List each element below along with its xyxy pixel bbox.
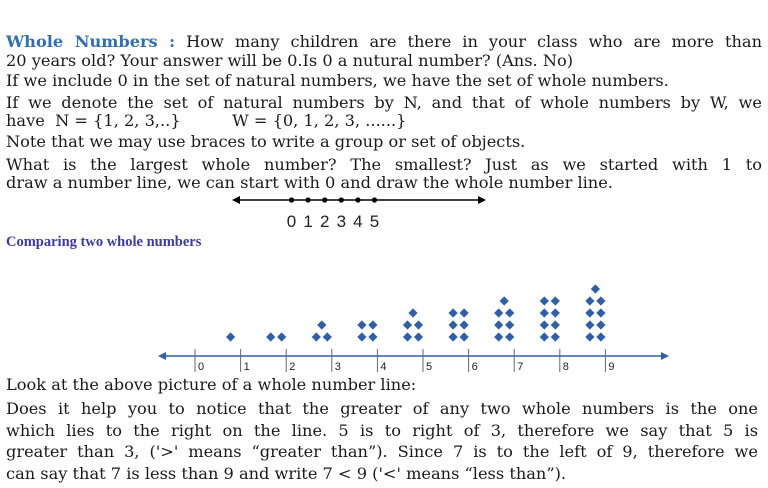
number-line-1-tick-label: 2 bbox=[319, 212, 330, 231]
dot-marker bbox=[551, 332, 560, 341]
number-line-2-tick-label: 3 bbox=[334, 361, 341, 373]
dot-marker bbox=[591, 284, 600, 293]
outro-line-3: greater than 3, ('>' means “greater than”). Since 7 is to the left of 9, therefore we bbox=[6, 442, 758, 461]
intro-line-5: Note that we may use braces to write a group or set of objects. bbox=[6, 132, 526, 151]
dot-marker bbox=[449, 320, 458, 329]
outro-line-1: Does it help you to notice that the greater of any two whole numbers is the one bbox=[6, 399, 758, 418]
dot-marker bbox=[414, 332, 423, 341]
dot-marker bbox=[596, 296, 605, 305]
dot-marker bbox=[505, 332, 514, 341]
dot-marker bbox=[266, 332, 275, 341]
number-line-2-tick-label: 1 bbox=[243, 361, 250, 373]
dot-marker bbox=[494, 308, 503, 317]
dot-marker bbox=[323, 332, 332, 341]
dot-marker bbox=[540, 308, 549, 317]
number-line-2-tick-label: 2 bbox=[289, 361, 296, 373]
dot-marker bbox=[460, 332, 469, 341]
intro-line-6: What is the largest whole number? The smallest? Just as we started with 1 to bbox=[6, 155, 762, 174]
number-line-2-tick-label: 4 bbox=[380, 361, 387, 373]
intro-line-2: If we include 0 in the set of natural numbers, we have the set of whole numbers. bbox=[6, 71, 669, 90]
number-line-2-tick-label: 6 bbox=[471, 361, 478, 373]
dot-marker bbox=[505, 320, 514, 329]
number-line-2-tick-label: 5 bbox=[426, 361, 433, 373]
intro-line-3: If we denote the set of natural numbers by N, and that of whole numbers by W, we bbox=[6, 93, 762, 112]
number-line-2-tick-label: 7 bbox=[517, 361, 524, 373]
outro-line-0: Look at the above picture of a whole number line: bbox=[6, 375, 417, 394]
dot-marker bbox=[585, 296, 594, 305]
number-line-1-tick-label: 3 bbox=[336, 212, 347, 231]
number-line-1-tick-label: 0 bbox=[286, 212, 297, 231]
number-line-2-tick-label: 8 bbox=[562, 361, 569, 373]
dot-marker bbox=[494, 320, 503, 329]
outro-line-4: can say that 7 is less than 9 and write 7 < 9 ('<' means “less than”). bbox=[6, 464, 567, 483]
number-line-1-tick-label: 4 bbox=[353, 212, 363, 231]
dot-marker bbox=[500, 296, 509, 305]
dot-marker bbox=[540, 332, 549, 341]
dot-marker bbox=[368, 320, 377, 329]
dot-marker bbox=[551, 296, 560, 305]
dot-marker bbox=[596, 320, 605, 329]
dot-marker bbox=[408, 308, 417, 317]
dot-marker bbox=[414, 320, 423, 329]
dot-marker bbox=[368, 332, 377, 341]
intro-line-7: draw a number line, we can start with 0 and draw the whole number line. bbox=[6, 173, 613, 192]
dot-marker bbox=[585, 308, 594, 317]
dot-marker bbox=[494, 332, 503, 341]
dot-marker bbox=[596, 332, 605, 341]
dot-marker bbox=[449, 332, 458, 341]
intro-line-4: have N = {1, 2, 3,..} W = {0, 1, 2, 3, ......} bbox=[6, 111, 407, 130]
dot-marker bbox=[460, 308, 469, 317]
dot-marker bbox=[449, 308, 458, 317]
dot-marker bbox=[357, 320, 366, 329]
whole-numbers-term: Whole Numbers : bbox=[6, 32, 176, 51]
number-line-1-tick-label: 1 bbox=[303, 212, 313, 231]
dot-marker bbox=[505, 308, 514, 317]
dot-marker bbox=[585, 320, 594, 329]
section-heading: Comparing two whole numbers bbox=[6, 234, 202, 250]
dot-marker bbox=[226, 332, 235, 341]
number-line-1-tick-label: 5 bbox=[369, 212, 380, 231]
dot-marker bbox=[460, 320, 469, 329]
dot-marker bbox=[540, 320, 549, 329]
intro-line-0-text: How many children are there in your class who are more than bbox=[186, 32, 762, 51]
dot-marker bbox=[317, 320, 326, 329]
dot-marker bbox=[551, 308, 560, 317]
arrow-right-icon bbox=[661, 352, 669, 360]
dot-marker bbox=[403, 332, 412, 341]
outro-line-2: which lies to the right on the line. 5 is to right of 3, therefore we say that 5 is bbox=[6, 421, 758, 440]
dot-marker bbox=[551, 320, 560, 329]
dot-marker bbox=[312, 332, 321, 341]
number-line-2-tick-label: 0 bbox=[198, 361, 205, 373]
dot-marker bbox=[540, 296, 549, 305]
dot-marker bbox=[277, 332, 286, 341]
dot-marker bbox=[357, 332, 366, 341]
dot-marker bbox=[585, 332, 594, 341]
arrow-left-icon bbox=[158, 352, 166, 360]
intro-line-1: 20 years old? Your answer will be 0.Is 0 a nutural number? (Ans. No) bbox=[6, 51, 574, 70]
number-line-2-tick-label: 9 bbox=[608, 361, 615, 373]
dot-marker bbox=[403, 320, 412, 329]
dot-marker bbox=[596, 308, 605, 317]
